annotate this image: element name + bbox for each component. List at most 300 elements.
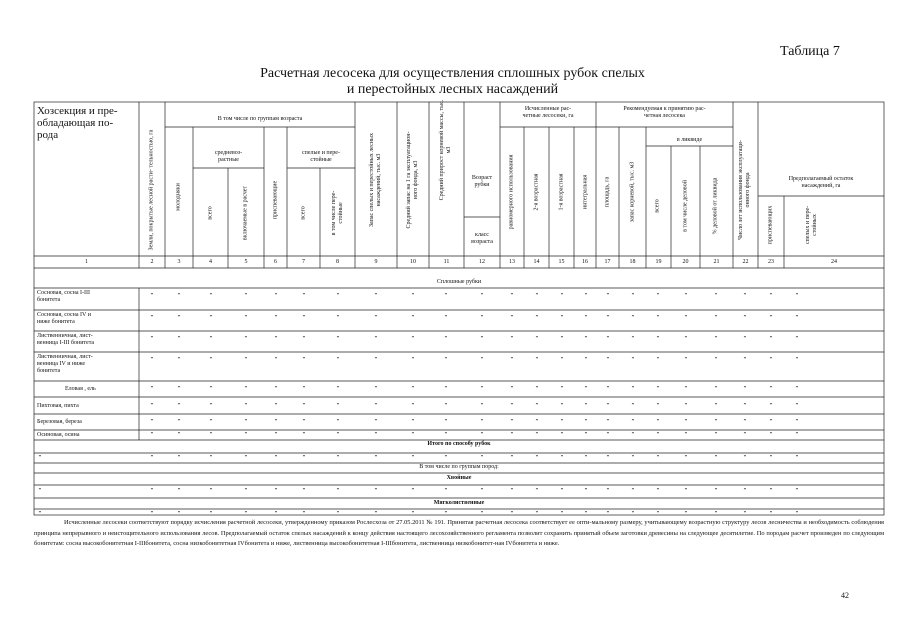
colnum: 4 <box>209 259 212 265</box>
dash-cell: - <box>714 382 718 391</box>
dash-cell: - <box>656 484 660 493</box>
dash-cell: - <box>769 399 773 408</box>
row-label: Лиственничная, лист- венница IV и ниже бонитета <box>37 354 93 374</box>
colnum: 10 <box>410 259 416 265</box>
dash-cell: - <box>714 484 718 493</box>
dash-cell: - <box>769 415 773 424</box>
row-label: Еловая , ель <box>65 386 96 392</box>
colnum: 18 <box>629 259 636 265</box>
dash-cell: - <box>510 332 514 341</box>
dash-cell: - <box>631 332 635 341</box>
dash-cell: - <box>411 353 415 362</box>
dash-cell: - <box>444 428 448 437</box>
dash-cell: - <box>631 382 635 391</box>
dash-cell: - <box>480 311 484 320</box>
dash-cell: - <box>656 399 660 408</box>
dash-cell: - <box>714 451 718 460</box>
dash-cell: - <box>336 332 340 341</box>
dash-cell: - <box>606 484 610 493</box>
colnum: 7 <box>302 259 305 265</box>
dash-cell: - <box>714 415 718 424</box>
dash-cell: - <box>244 332 248 341</box>
dash-cell: - <box>560 399 564 408</box>
dash-cell: - <box>274 289 278 298</box>
header-col17: площадь, га <box>604 176 611 208</box>
dash-cell: - <box>209 311 213 320</box>
header-col23: приспевающих <box>767 205 774 245</box>
dash-cell: - <box>584 428 588 437</box>
dash-cell: - <box>714 507 718 516</box>
dash-cell: - <box>150 451 154 460</box>
dash-cell: - <box>631 451 635 460</box>
colnum: 23 <box>768 259 774 265</box>
dash-cell: - <box>244 451 248 460</box>
header-col9: Запас спелых и перестойных лесных насаждений, тыс. м3 <box>369 133 382 227</box>
colnum: 11 <box>443 259 450 265</box>
page-number: 42 <box>841 591 849 600</box>
dash-cell: - <box>743 451 747 460</box>
dash-cell: - <box>302 382 306 391</box>
dash-cell: - <box>795 484 799 493</box>
dash-cell: - <box>177 311 181 320</box>
dash-cell: - <box>177 507 181 516</box>
header-col12b: класс возраста <box>471 232 493 245</box>
dash-cell: - <box>244 399 248 408</box>
dash-cell: - <box>795 428 799 437</box>
dash-cell: - <box>510 382 514 391</box>
dash-cell: - <box>274 415 278 424</box>
dash-cell: - <box>795 332 799 341</box>
section-softwood: Мягколиственные <box>433 500 485 506</box>
dash-cell: - <box>150 428 154 437</box>
dash-cell: - <box>411 289 415 298</box>
colnum: 22 <box>742 259 749 265</box>
dash-cell: - <box>743 332 747 341</box>
colnum: 3 <box>177 259 181 265</box>
dash-cell: - <box>336 451 340 460</box>
dash-cell: - <box>336 428 340 437</box>
dash-cell: - <box>584 311 588 320</box>
row-label: Лиственничная, лист- венница I-III бонитета <box>37 333 95 346</box>
dash-cell: - <box>584 289 588 298</box>
colnum: 20 <box>682 259 689 265</box>
dash-cell: - <box>684 289 688 298</box>
dash-cell: - <box>769 451 773 460</box>
dash-cell: - <box>209 507 213 516</box>
dash-cell: - <box>606 382 610 391</box>
dash-cell: - <box>150 353 154 362</box>
header-col15: 1-я возрастная <box>558 173 565 211</box>
dash-cell: - <box>684 382 688 391</box>
dash-cell: - <box>560 428 564 437</box>
dash-cell: - <box>411 484 415 493</box>
dash-cell: - <box>584 382 588 391</box>
dash-cell: - <box>209 415 213 424</box>
dash-cell: - <box>374 382 378 391</box>
dash-cell: - <box>480 415 484 424</box>
header-middle: средневоз- растные <box>214 150 243 163</box>
dash-cell: - <box>374 332 378 341</box>
dash-cell: - <box>274 353 278 362</box>
dash-cell: - <box>374 399 378 408</box>
dash-cell: - <box>150 507 154 516</box>
dash-cell: - <box>411 428 415 437</box>
dash-cell: - <box>150 332 154 341</box>
colnum: 17 <box>604 259 611 265</box>
header-col24: спелых и пере- стойных <box>805 205 818 245</box>
dash-cell: - <box>560 289 564 298</box>
dash-cell: - <box>510 399 514 408</box>
dash-cell: - <box>244 428 248 437</box>
colnum: 5 <box>244 259 248 265</box>
header-mature: спелые и пере- стойные <box>302 150 340 163</box>
dash-cell: - <box>560 382 564 391</box>
dash-cell: - <box>684 428 688 437</box>
dash-cell: - <box>302 311 306 320</box>
dash-cell: - <box>584 399 588 408</box>
dash-cell: - <box>560 332 564 341</box>
dash-cell: - <box>535 332 539 341</box>
header-col2: Земли, покрытые лесной расти- тельностью, га <box>148 129 155 251</box>
dash-cell: - <box>535 289 539 298</box>
dash-cell: - <box>336 484 340 493</box>
header-calc: Исчисленные рас- четные лесосеки, га <box>522 106 574 119</box>
dash-cell: - <box>274 428 278 437</box>
dash-cell: - <box>631 484 635 493</box>
dash-cell: - <box>274 332 278 341</box>
row-label: Пихтовая, пихта <box>37 403 79 409</box>
dash-cell: - <box>177 353 181 362</box>
dash-cell: - <box>656 332 660 341</box>
header-col19: всего <box>654 199 661 213</box>
dash-cell: - <box>510 415 514 424</box>
header-maturing: приспевающие <box>272 180 279 220</box>
dash-cell: - <box>244 507 248 516</box>
dash-cell: - <box>150 415 154 424</box>
row-label: Осиновая, осина <box>37 432 80 438</box>
dash-cell: - <box>444 399 448 408</box>
dash-cell: - <box>480 507 484 516</box>
dash-cell: - <box>606 451 610 460</box>
header-col1: Хозсекция и пре- обладающая по- рода <box>37 105 118 141</box>
dash-cell: - <box>150 484 154 493</box>
dash-cell: - <box>743 399 747 408</box>
colnum: 15 <box>558 259 565 265</box>
dash-cell: - <box>795 415 799 424</box>
dash-cell: - <box>374 451 378 460</box>
dash-cell: - <box>684 311 688 320</box>
dash-cell: - <box>743 382 747 391</box>
dash-cell: - <box>209 332 213 341</box>
dash-cell: - <box>795 451 799 460</box>
dash-cell: - <box>374 507 378 516</box>
dash-cell: - <box>209 382 213 391</box>
dash-cell: - <box>150 289 154 298</box>
header-col20: в том числе деловой <box>682 180 689 232</box>
dash-cell: - <box>560 311 564 320</box>
dash-cell: - <box>444 332 448 341</box>
dash-cell: - <box>606 507 610 516</box>
dash-cell: - <box>795 382 799 391</box>
dash-cell: - <box>244 484 248 493</box>
dash-cell: - <box>714 332 718 341</box>
dash-cell: - <box>209 399 213 408</box>
dash-cell: - <box>795 289 799 298</box>
dash-cell: - <box>631 353 635 362</box>
dash-cell: - <box>244 382 248 391</box>
dash-cell: - <box>302 289 306 298</box>
dash-cell: - <box>631 507 635 516</box>
table-number: Таблица 7 <box>780 44 840 59</box>
dash-cell: - <box>606 399 610 408</box>
dash-cell: - <box>714 428 718 437</box>
colnum: 9 <box>374 259 378 265</box>
dash-cell: - <box>177 399 181 408</box>
dash-cell: - <box>274 484 278 493</box>
section-clear-cuts: Сплошные рубки <box>436 279 482 285</box>
dash-cell: - <box>302 415 306 424</box>
dash-cell: - <box>177 382 181 391</box>
dash-cell: - <box>769 311 773 320</box>
dash-cell: - <box>684 399 688 408</box>
dash-cell: - <box>444 484 448 493</box>
dash-cell: - <box>684 332 688 341</box>
section-total-method: Итого по способу рубок <box>427 441 491 447</box>
dash-cell: - <box>444 382 448 391</box>
dash-cell: - <box>560 415 564 424</box>
dash-cell: - <box>769 289 773 298</box>
dash-cell: - <box>606 353 610 362</box>
dash-cell: - <box>336 311 340 320</box>
dash-cell: - <box>480 399 484 408</box>
dash-cell: - <box>444 451 448 460</box>
colnum: 16 <box>582 259 588 265</box>
dash-cell: - <box>714 399 718 408</box>
dash-cell: - <box>177 332 181 341</box>
header-age-groups: В том числе по группам возраста <box>217 116 303 122</box>
dash-cell: - <box>411 451 415 460</box>
dash-cell: - <box>274 507 278 516</box>
dash-cell: - <box>584 484 588 493</box>
colnum: 2 <box>150 259 154 265</box>
dash-cell: - <box>743 353 747 362</box>
dash-cell: - <box>336 353 340 362</box>
dash-cell: - <box>444 353 448 362</box>
dash-cell: - <box>714 353 718 362</box>
row-label: Сосновая, сосна IV и ниже бонитета <box>37 312 91 325</box>
dash-cell: - <box>374 415 378 424</box>
dash-cell: - <box>336 507 340 516</box>
dash-cell: - <box>209 428 213 437</box>
header-middle-incl: включаемые в расчет <box>242 185 249 241</box>
dash-cell: - <box>38 507 42 516</box>
section-by-groups: В том числе по группам пород: <box>419 464 499 470</box>
dash-cell: - <box>302 399 306 408</box>
dash-cell: - <box>510 428 514 437</box>
colnum: 8 <box>336 259 339 265</box>
dash-cell: - <box>743 507 747 516</box>
dash-cell: - <box>411 507 415 516</box>
dash-cell: - <box>38 484 42 493</box>
header-mature-over: в том числе пере- стойные <box>331 190 344 236</box>
dash-cell: - <box>177 289 181 298</box>
header-col21: % деловой от ликвида <box>712 177 719 235</box>
dash-cell: - <box>244 311 248 320</box>
dash-cell: - <box>480 332 484 341</box>
dash-cell: - <box>606 289 610 298</box>
dash-cell: - <box>535 353 539 362</box>
dash-cell: - <box>656 451 660 460</box>
dash-cell: - <box>444 311 448 320</box>
dash-cell: - <box>244 289 248 298</box>
dash-cell: - <box>411 382 415 391</box>
header-col10: Средний запас на 1 га эксплуатацион- ного фонда, м3 <box>406 131 419 229</box>
dash-cell: - <box>444 415 448 424</box>
dash-cell: - <box>444 289 448 298</box>
dash-cell: - <box>714 289 718 298</box>
dash-cell: - <box>584 451 588 460</box>
dash-cell: - <box>795 399 799 408</box>
colnum: 21 <box>713 259 720 265</box>
header-middle-total: всего <box>207 206 214 220</box>
dash-cell: - <box>743 484 747 493</box>
dash-cell: - <box>656 382 660 391</box>
dash-cell: - <box>374 311 378 320</box>
colnum: 6 <box>274 259 277 265</box>
dash-cell: - <box>374 484 378 493</box>
dash-cell: - <box>606 415 610 424</box>
dash-cell: - <box>480 484 484 493</box>
dash-cell: - <box>795 507 799 516</box>
dash-cell: - <box>336 399 340 408</box>
header-remain: Предполагаемый остаток насаждений, га <box>788 176 854 189</box>
dash-cell: - <box>560 507 564 516</box>
dash-cell: - <box>535 507 539 516</box>
dash-cell: - <box>336 415 340 424</box>
dash-cell: - <box>795 311 799 320</box>
dash-cell: - <box>684 415 688 424</box>
dash-cell: - <box>795 353 799 362</box>
dash-cell: - <box>535 311 539 320</box>
dash-cell: - <box>244 353 248 362</box>
header-col16: интегральная <box>582 174 589 210</box>
dash-cell: - <box>444 507 448 516</box>
dash-cell: - <box>274 399 278 408</box>
dash-cell: - <box>743 415 747 424</box>
dash-cell: - <box>684 507 688 516</box>
dash-cell: - <box>656 311 660 320</box>
dash-cell: - <box>510 311 514 320</box>
dash-cell: - <box>560 451 564 460</box>
header-col12a: Возраст рубки <box>471 175 493 188</box>
dash-cell: - <box>769 428 773 437</box>
dash-cell: - <box>631 289 635 298</box>
dash-cell: - <box>769 332 773 341</box>
header-col18: запас корневой, тыс. м3 <box>629 161 636 223</box>
dash-cell: - <box>480 428 484 437</box>
header-col22: Число лет использования эксплуатаци- онного фонда <box>738 140 751 240</box>
dash-cell: - <box>209 289 213 298</box>
dash-cell: - <box>656 353 660 362</box>
dash-cell: - <box>480 451 484 460</box>
table-title-line1: Расчетная лесосека для осуществления сплошных рубок спелых <box>260 66 645 81</box>
dash-cell: - <box>209 451 213 460</box>
dash-cell: - <box>631 415 635 424</box>
colnum: 1 <box>85 259 88 265</box>
dash-cell: - <box>584 507 588 516</box>
dash-cell: - <box>177 484 181 493</box>
dash-cell: - <box>606 311 610 320</box>
colnum: 24 <box>831 259 837 265</box>
dash-cell: - <box>560 484 564 493</box>
section-coniferous: Хвойные <box>446 475 472 481</box>
row-label: Сосновая, сосна I-III бонитета <box>37 290 91 303</box>
dash-cell: - <box>606 428 610 437</box>
dash-cell: - <box>769 382 773 391</box>
dash-cell: - <box>535 428 539 437</box>
dash-cell: - <box>606 332 610 341</box>
dash-cell: - <box>684 484 688 493</box>
header-recommended: Рекомендуемая к принятию рас- четная лесосека <box>623 106 706 119</box>
dash-cell: - <box>150 311 154 320</box>
colnum: 12 <box>479 259 485 265</box>
dash-cell: - <box>535 382 539 391</box>
dash-cell: - <box>769 484 773 493</box>
dash-cell: - <box>535 399 539 408</box>
dash-cell: - <box>411 311 415 320</box>
colnum: 14 <box>533 259 540 265</box>
dash-cell: - <box>631 428 635 437</box>
dash-cell: - <box>743 289 747 298</box>
dash-cell: - <box>743 311 747 320</box>
dash-cell: - <box>177 428 181 437</box>
footnote: Исчисленные лесосеки соответствуют порядку исчисления расчетной лесосеки, утвержденному приказом Рослесхоза от 27.05.2011 № 191. Принятая расчетная лесосека соответствует ее опти-мальному размеру, учитывающему возрастную структуру лесов лесничества и необходимость соблюдения принципа непрерывного и неистощительного использования лесов. Предполагаемый остаток спелых насаждений к концу действия настоящего лесохозяйственного регламента позволит сохранить принятый объем заготовки древесины на следующее десятилетие. По породам расчет произведен по следующим бонитетам: сосна высокобонитетная I-IIIбонитета, сосна низкобонитетная IVбонитета и ниже, лиственница высокобонитетная I-IIIбонитета, лиственница низкобонитет-ная IVбонитета и ниже. <box>34 519 884 547</box>
dash-cell: - <box>209 353 213 362</box>
dash-cell: - <box>177 415 181 424</box>
dash-cell: - <box>38 451 42 460</box>
dash-cell: - <box>374 428 378 437</box>
header-col11: Средний прирост корневой массы, тыс. м3 <box>439 99 452 201</box>
dash-cell: - <box>480 289 484 298</box>
dash-cell: - <box>769 353 773 362</box>
header-liquid: в ликвиде <box>676 137 703 143</box>
dash-cell: - <box>302 484 306 493</box>
dash-cell: - <box>302 353 306 362</box>
dash-cell: - <box>584 415 588 424</box>
dash-cell: - <box>374 353 378 362</box>
colnum: 13 <box>509 259 515 265</box>
dash-cell: - <box>302 332 306 341</box>
dash-cell: - <box>684 451 688 460</box>
dash-cell: - <box>584 353 588 362</box>
dash-cell: - <box>177 451 181 460</box>
dash-cell: - <box>374 289 378 298</box>
dash-cell: - <box>510 451 514 460</box>
dash-cell: - <box>714 311 718 320</box>
dash-cell: - <box>535 415 539 424</box>
dash-cell: - <box>510 289 514 298</box>
dash-cell: - <box>480 382 484 391</box>
dash-cell: - <box>209 484 213 493</box>
dash-cell: - <box>631 311 635 320</box>
dash-cell: - <box>302 451 306 460</box>
dash-cell: - <box>560 353 564 362</box>
dash-cell: - <box>535 451 539 460</box>
dash-cell: - <box>274 451 278 460</box>
dash-cell: - <box>302 507 306 516</box>
row-label: Березовая, береза <box>37 419 82 425</box>
dash-cell: - <box>411 399 415 408</box>
